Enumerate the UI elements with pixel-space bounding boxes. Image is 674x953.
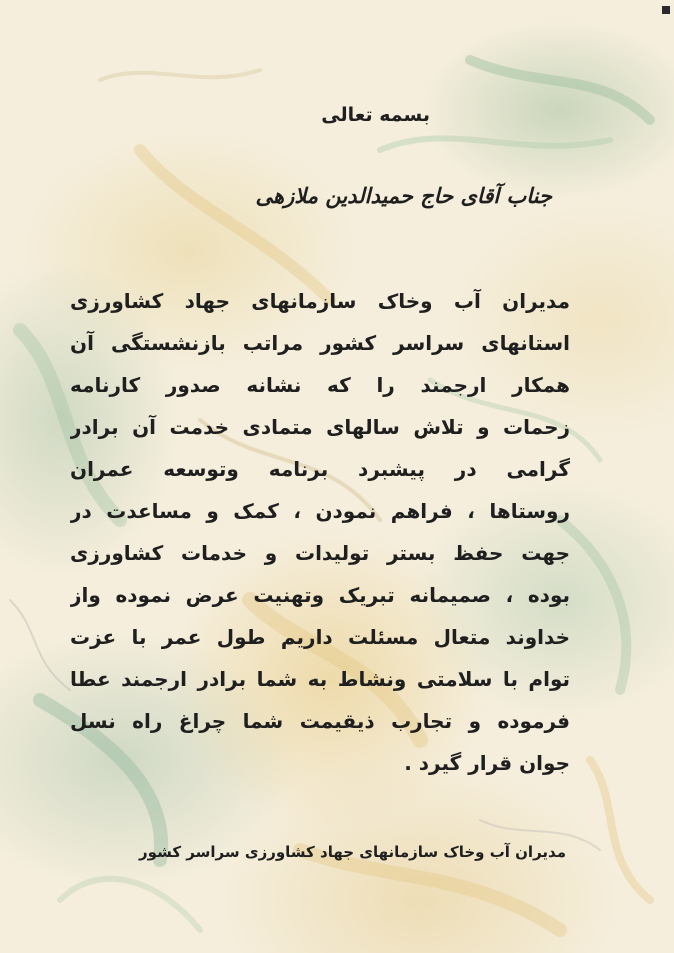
body-line: فرموده و تجارب ذیقیمت شما چراغ راه نسل xyxy=(70,709,570,733)
body-line: جوان قرار گیرد . xyxy=(404,751,570,775)
body-line: همکار ارجمند را که نشانه صدور کارنامه xyxy=(70,373,570,397)
scan-corner-mark xyxy=(662,6,670,14)
body-line: روستاها ، فراهم نمودن ، کمک و مساعدت در xyxy=(70,499,570,523)
addressee-line: جناب آقای حاج حمیدالدین ملازهی xyxy=(255,184,552,208)
body-line: توام با سلامتی ونشاط به شما برادر ارجمند عطا xyxy=(70,667,570,691)
signature-line: مدیران آب وخاک سازمانهای جهاد کشاورزی سراسر کشور xyxy=(139,843,566,861)
letter-body xyxy=(70,280,570,784)
body-line: جهت حفظ بستر تولیدات و خدمات کشاورزی xyxy=(70,541,570,565)
body-line: استانهای سراسر کشور مراتب بازنشستگی آن xyxy=(70,331,570,355)
document-heading: بسمه تعالی xyxy=(321,104,430,126)
body-line: مدیران آب وخاک سازمانهای جهاد کشاورزی xyxy=(70,289,570,313)
body-line: خداوند متعال مسئلت داریم طول عمر با عزت xyxy=(70,625,570,649)
body-line: بوده ، صمیمانه تبریک وتهنیت عرض نموده واز xyxy=(70,583,570,607)
body-line: گرامی در پیشبرد برنامه وتوسعه عمران xyxy=(70,457,570,481)
body-line: زحمات و تلاش سالهای متمادی خدمت آن برادر xyxy=(70,415,570,439)
